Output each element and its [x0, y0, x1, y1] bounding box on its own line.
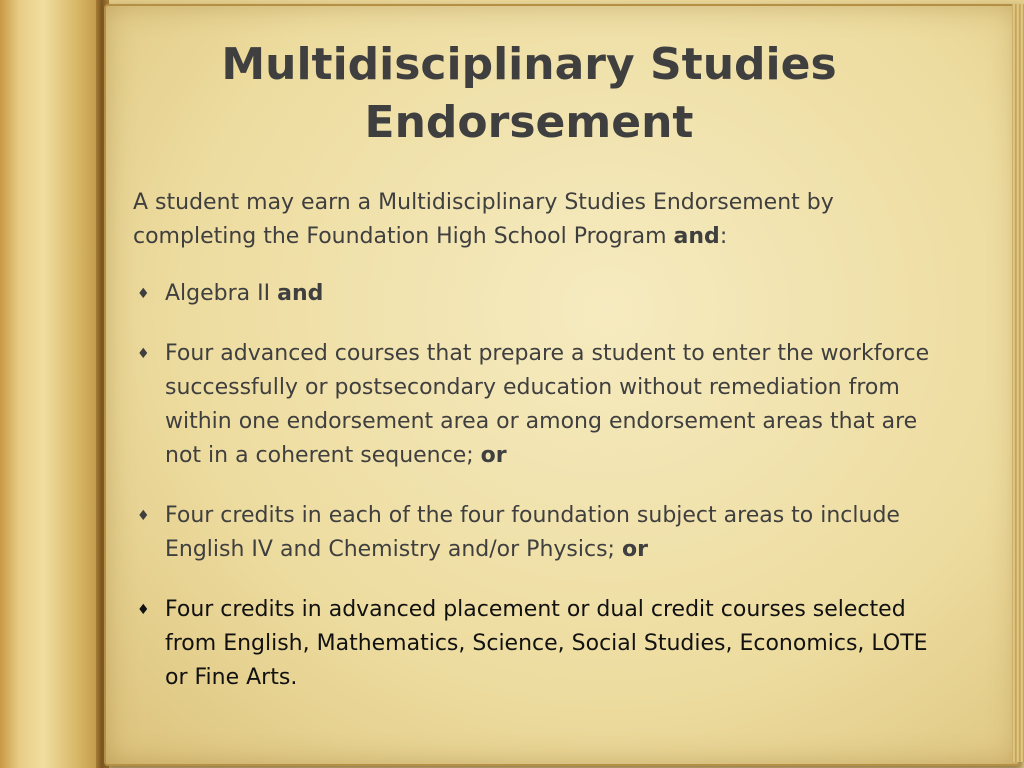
- list-item-text: Algebra II: [165, 281, 278, 306]
- diamond-bullet-icon: ♦: [137, 602, 150, 618]
- list-item-bold: or: [480, 443, 507, 468]
- list-item-text: Four credits in each of the four foundation subject areas to include English IV and Chemistry and/or Physics;: [165, 503, 900, 562]
- page-edge: [1012, 4, 1024, 762]
- diamond-bullet-icon: ♦: [137, 346, 150, 362]
- slide-title: [104, 36, 954, 152]
- diamond-bullet-icon: ♦: [137, 286, 150, 302]
- list-item-bold: or: [621, 537, 648, 562]
- diamond-bullet-icon: ♦: [137, 508, 150, 524]
- title-line-1: Multidisciplinary Studies: [221, 39, 837, 90]
- intro-paragraph: [133, 186, 933, 254]
- intro-text: A student may earn a Multidisciplinary Studies Endorsement by completing the Foundation High School Program: [133, 190, 834, 249]
- slide-body: [133, 186, 933, 721]
- list-item-text: Four advanced courses that prepare a student to enter the workforce successfully or postsecondary education without remediation from within one endorsement area or among endorsement areas that are not in a coherent sequence;: [165, 341, 930, 468]
- requirement-list: [133, 277, 933, 695]
- list-item-bold: and: [277, 281, 324, 306]
- title-line-2: Endorsement: [364, 97, 694, 148]
- list-item: [133, 499, 933, 567]
- list-item: [133, 593, 933, 695]
- intro-bold: and: [673, 224, 720, 249]
- list-item-text: Four credits in advanced placement or dual credit courses selected from English, Mathematics, Science, Social Studies, Economics, LOTE or Fine Arts.: [165, 597, 928, 690]
- list-item: [133, 277, 933, 311]
- list-item: [133, 337, 933, 473]
- intro-tail: :: [719, 224, 728, 249]
- book-spine-frame: [0, 0, 109, 768]
